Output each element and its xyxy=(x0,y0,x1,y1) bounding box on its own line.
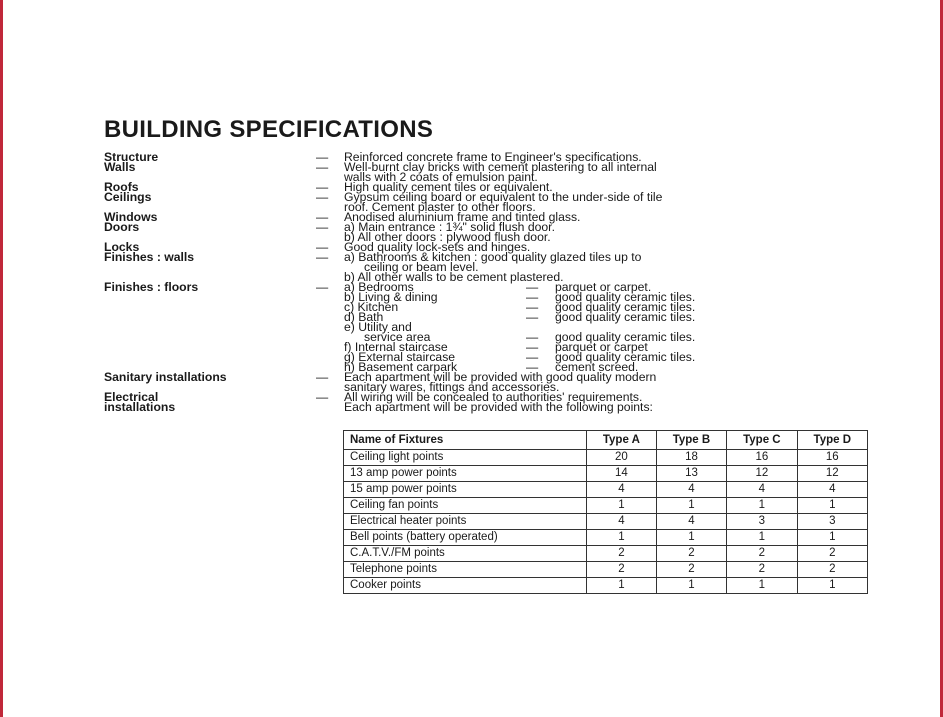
spec-dash: — xyxy=(316,190,329,204)
table-row xyxy=(344,482,868,498)
floor-value: good quality ceramic tiles. xyxy=(555,310,696,324)
spec-dash: — xyxy=(316,240,329,254)
fixture-name: 15 amp power points xyxy=(344,482,587,498)
spec-line: Anodised aluminium frame and tinted glass. xyxy=(344,210,581,224)
spec-line: a) Main entrance : 1¾" solid flush door. xyxy=(344,220,555,234)
spec-dash: — xyxy=(316,210,329,224)
floor-value: parquet or carpet xyxy=(555,340,648,354)
header-name: Name of Fixtures xyxy=(344,431,587,450)
table-row xyxy=(344,514,868,530)
cell-type-c: 2 xyxy=(727,562,797,578)
cell-type-b: 1 xyxy=(656,498,726,514)
cell-type-a: 4 xyxy=(587,514,657,530)
cell-type-a: 14 xyxy=(587,466,657,482)
table-row xyxy=(344,498,868,514)
fixture-name: C.A.T.V./FM points xyxy=(344,546,587,562)
cell-type-d: 2 xyxy=(797,546,867,562)
spec-walls xyxy=(104,162,804,182)
floor-item xyxy=(344,312,804,322)
spec-finishes-floors xyxy=(104,282,804,372)
spec-line: sanitary wares, fittings and accessories. xyxy=(344,380,560,394)
cell-type-a: 1 xyxy=(587,530,657,546)
floor-name: a) Bedrooms xyxy=(344,280,414,294)
spec-label: Finishes : floors xyxy=(104,280,199,294)
spec-label: Doors xyxy=(104,220,140,234)
cell-type-d: 1 xyxy=(797,578,867,594)
spec-line: b) All other walls to be cement plastered. xyxy=(344,270,564,284)
spec-list xyxy=(104,152,804,412)
cell-type-b: 2 xyxy=(656,562,726,578)
floor-dash: — xyxy=(526,360,539,374)
floor-name: service area xyxy=(364,330,431,344)
spec-sanitary xyxy=(104,372,804,392)
floor-dash: — xyxy=(526,280,539,294)
floor-name: b) Living & dining xyxy=(344,290,438,304)
cell-type-d: 16 xyxy=(797,450,867,466)
cell-type-b: 18 xyxy=(656,450,726,466)
spec-ceilings xyxy=(104,192,804,212)
spec-electrical xyxy=(104,392,804,412)
floor-name: f) Internal staircase xyxy=(344,340,448,354)
floor-value: good quality ceramic tiles. xyxy=(555,300,696,314)
table-row xyxy=(344,466,868,482)
spec-line: b) All other doors : plywood flush door. xyxy=(344,230,551,244)
spec-line: Gypsum ceiling board or equivalent to the under-side of tile xyxy=(344,190,663,204)
fixtures-table xyxy=(343,430,868,594)
spec-label-line: Electrical xyxy=(104,390,159,404)
spec-dash: — xyxy=(316,220,329,234)
table-row xyxy=(344,562,868,578)
header-type-d: Type D xyxy=(797,431,867,450)
cell-type-c: 2 xyxy=(727,546,797,562)
table-header-row xyxy=(344,431,868,450)
table-row xyxy=(344,450,868,466)
table-row xyxy=(344,546,868,562)
cell-type-c: 1 xyxy=(727,498,797,514)
cell-type-a: 2 xyxy=(587,562,657,578)
fixture-name: Electrical heater points xyxy=(344,514,587,530)
table-row xyxy=(344,530,868,546)
cell-type-c: 4 xyxy=(727,482,797,498)
spec-dash: — xyxy=(316,280,329,294)
cell-type-a: 2 xyxy=(587,546,657,562)
spec-doors xyxy=(104,222,804,242)
floor-value: good quality ceramic tiles. xyxy=(555,290,696,304)
spec-label xyxy=(104,392,309,412)
spec-dash: — xyxy=(316,370,329,384)
fixture-name: Ceiling fan points xyxy=(344,498,587,514)
cell-type-d: 1 xyxy=(797,498,867,514)
cell-type-a: 20 xyxy=(587,450,657,466)
spec-label: Sanitary installations xyxy=(104,370,227,384)
cell-type-d: 2 xyxy=(797,562,867,578)
spec-line: roof. Cement plaster to other floors. xyxy=(344,200,536,214)
floor-dash: — xyxy=(526,330,539,344)
floor-value: parquet or carpet. xyxy=(555,280,652,294)
floor-name: d) Bath xyxy=(344,310,384,324)
spec-label: Ceilings xyxy=(104,190,152,204)
floor-dash: — xyxy=(526,310,539,324)
spec-dash: — xyxy=(316,180,329,194)
spec-finishes-walls xyxy=(104,252,804,282)
table-row xyxy=(344,578,868,594)
cell-type-a: 1 xyxy=(587,578,657,594)
spec-dash: — xyxy=(316,150,329,164)
floor-dash: — xyxy=(526,300,539,314)
fixture-name: Cooker points xyxy=(344,578,587,594)
cell-type-d: 3 xyxy=(797,514,867,530)
fixture-name: Ceiling light points xyxy=(344,450,587,466)
floor-name: c) Kitchen xyxy=(344,300,399,314)
cell-type-c: 1 xyxy=(727,530,797,546)
spec-line: Each apartment will be provided with the following points: xyxy=(344,400,653,414)
fixture-name: 13 amp power points xyxy=(344,466,587,482)
cell-type-a: 1 xyxy=(587,498,657,514)
floor-dash: — xyxy=(526,350,539,364)
spec-label: Roofs xyxy=(104,180,139,194)
spec-line: Good quality lock-sets and hinges. xyxy=(344,240,531,254)
page-title: BUILDING SPECIFICATIONS xyxy=(104,116,434,143)
fixture-name: Telephone points xyxy=(344,562,587,578)
cell-type-b: 4 xyxy=(656,482,726,498)
spec-line: All wiring will be concealed to authorities' requirements. xyxy=(344,390,643,404)
spec-line: ceiling or beam level. xyxy=(364,260,479,274)
floor-dash: — xyxy=(526,340,539,354)
cell-type-c: 3 xyxy=(727,514,797,530)
header-type-a: Type A xyxy=(587,431,657,450)
cell-type-c: 16 xyxy=(727,450,797,466)
spec-label: Finishes : walls xyxy=(104,250,195,264)
cell-type-d: 12 xyxy=(797,466,867,482)
spec-label: Locks xyxy=(104,240,140,254)
cell-type-a: 4 xyxy=(587,482,657,498)
spec-label: Structure xyxy=(104,150,159,164)
floor-value: good quality ceramic tiles. xyxy=(555,350,696,364)
spec-line: Reinforced concrete frame to Engineer's specifications. xyxy=(344,150,642,164)
cell-type-c: 1 xyxy=(727,578,797,594)
cell-type-b: 4 xyxy=(656,514,726,530)
cell-type-b: 1 xyxy=(656,578,726,594)
cell-type-d: 1 xyxy=(797,530,867,546)
fixture-name: Bell points (battery operated) xyxy=(344,530,587,546)
spec-label: Windows xyxy=(104,210,158,224)
spec-line: Well-burnt clay bricks with cement plastering to all internal xyxy=(344,160,657,174)
floor-name: e) Utility and xyxy=(344,320,412,334)
spec-line: High quality cement tiles or equivalent. xyxy=(344,180,553,194)
cell-type-d: 4 xyxy=(797,482,867,498)
left-edge-line xyxy=(0,0,3,717)
floor-name: g) External staircase xyxy=(344,350,456,364)
spec-dash: — xyxy=(316,390,329,404)
spec-line: a) Bathrooms & kitchen : good quality glazed tiles up to xyxy=(344,250,642,264)
spec-dash: — xyxy=(316,250,329,264)
cell-type-c: 12 xyxy=(727,466,797,482)
floor-dash: — xyxy=(526,290,539,304)
spec-line: walls with 2 coats of emulsion paint. xyxy=(344,170,538,184)
header-type-c: Type C xyxy=(727,431,797,450)
floor-name: h) Basement carpark xyxy=(344,360,458,374)
header-type-b: Type B xyxy=(656,431,726,450)
spec-label: Walls xyxy=(104,160,136,174)
floor-value: good quality ceramic tiles. xyxy=(555,330,696,344)
spec-line: Each apartment will be provided with good quality modern xyxy=(344,370,657,384)
spec-dash: — xyxy=(316,160,329,174)
cell-type-b: 2 xyxy=(656,546,726,562)
cell-type-b: 1 xyxy=(656,530,726,546)
floor-value: cement screed. xyxy=(555,360,639,374)
cell-type-b: 13 xyxy=(656,466,726,482)
spec-label-line: installations xyxy=(104,400,176,414)
